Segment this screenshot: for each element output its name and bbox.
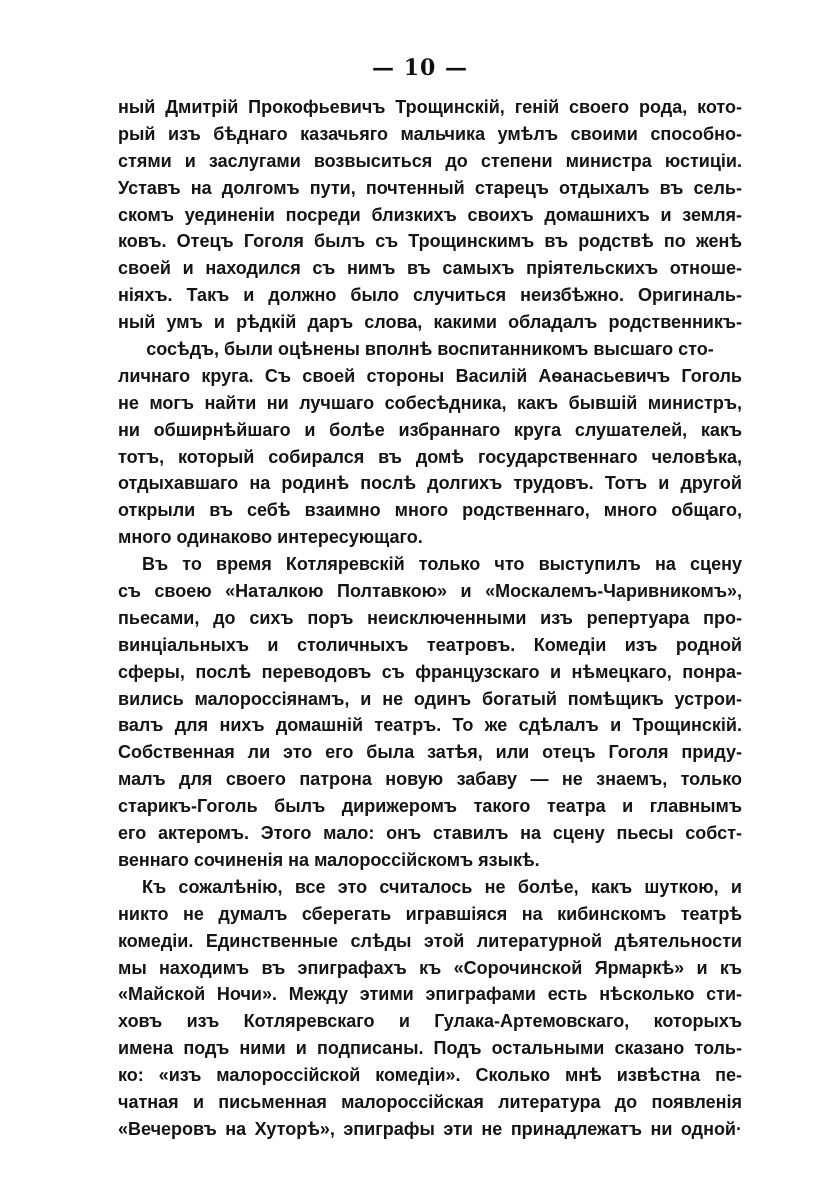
text-line: сосѣдъ, были оцѣнены вполнѣ воспитанникомъ высшаго сто- — [146, 339, 714, 360]
text-line: чатная и письменная малороссійская литература до появленія — [118, 1091, 742, 1112]
text-line: Уставъ на долгомъ пути, почтенный старецъ отдыхалъ въ сель- — [118, 177, 742, 198]
text-line: старикъ-Гоголь былъ дирижеромъ такого театра и главнымъ — [118, 796, 742, 817]
text-line: много одинаково интересующаго. — [118, 527, 423, 548]
text-line: мы находимъ въ эпиграфахъ къ «Сорочинской Ярмаркѣ» и къ — [118, 957, 742, 978]
text-line: рый изъ бѣднаго казачьяго мальчика умѣлъ своими способно- — [118, 123, 742, 144]
text-line: личнаго круга. Съ своей стороны Василій Аѳанасьевичъ Гоголь — [118, 365, 742, 386]
text-line: не могъ найти ни лучшаго собесѣдника, какъ бывшій министръ, — [118, 392, 742, 413]
text-line: ный Дмитрій Прокофьевичъ Трощинскій, геній своего рода, кото- — [118, 97, 742, 117]
text-line: ковъ. Отецъ Гоголя былъ съ Трощинскимъ въ родствѣ по женѣ — [118, 231, 742, 252]
page-number: — 10 — — [372, 55, 468, 81]
text-line: Въ то время Котляревскій только что выступилъ на сцену — [142, 554, 742, 575]
paragraph-3 — [118, 874, 742, 1143]
paragraph-2 — [118, 551, 742, 874]
text-line: никто не думалъ сберегать игравшіяся на кибинскомъ театрѣ — [118, 903, 742, 924]
text-line: его актеромъ. Этого мало: онъ ставилъ на сцену пьесы собст- — [118, 823, 742, 844]
text-line: ніяхъ. Такъ и должно было случиться неизбѣжно. Оригиналь- — [118, 285, 742, 306]
text-line: пьесами, до сихъ поръ неисключенными изъ репертуара про- — [118, 607, 742, 628]
text-line: вились малороссіянамъ, и не одинъ богатый помѣщикъ устрои- — [118, 688, 742, 709]
text-line: стями и заслугами возвыситься до степени министра юстиціи. — [118, 150, 742, 171]
text-line: тотъ, который собирался въ домѣ государственнаго человѣка, — [118, 446, 742, 467]
text-line: комедіи. Единственные слѣды этой литературной дѣятельности — [118, 930, 742, 951]
text-line: Къ сожалѣнію, все это считалось не болѣе, какъ шуткою, и — [142, 876, 742, 897]
text-line: валъ для нихъ домашній театръ. То же сдѣлалъ и Трощинскій. — [118, 715, 742, 736]
text-line: ный умъ и рѣдкій даръ слова, какими обладалъ родственникъ- — [118, 312, 742, 333]
text-line: малъ для своего патрона новую забаву — не знаемъ, только — [118, 769, 742, 790]
text-line: сферы, послѣ переводовъ съ французскаго и нѣмецкаго, понра- — [118, 661, 742, 682]
text-line: имена подъ ними и подписаны. Подъ остальными сказано толь- — [118, 1038, 742, 1059]
text-line: отдыхавшаго на родинѣ послѣ долгихъ трудовъ. Тотъ и другой — [118, 473, 742, 494]
text-line: своей и находился съ нимъ въ самыхъ пріятельскихъ отноше- — [118, 258, 742, 279]
text-line: ко: «изъ малороссійской комедіи». Сколько мнѣ извѣстна пе- — [118, 1065, 742, 1086]
text-line: «Майской Ночи». Между этими эпиграфами есть нѣсколько сти- — [118, 984, 742, 1005]
text-line: винціальныхъ и столичныхъ театровъ. Комедіи изъ родной — [118, 634, 742, 655]
text-line: ховъ изъ Котляревскаго и Гулака-Артемовскаго, которыхъ — [118, 1011, 742, 1032]
body-text — [118, 94, 742, 1143]
text-line: открыли въ себѣ взаимно много родственнаго, много общаго, — [118, 500, 742, 521]
text-line: Собственная ли это его была затѣя, или отецъ Гоголя приду- — [118, 742, 742, 763]
text-line: съ своею «Наталкою Полтавкою» и «Москалемъ-Чаривникомъ», — [118, 581, 742, 602]
text-line: веннаго сочиненія на малороссійскомъ языкѣ. — [118, 849, 540, 870]
paragraph-1 — [118, 94, 742, 551]
text-line: «Вечеровъ на Хуторѣ», эпиграфы эти не принадлежатъ ни одной· — [118, 1118, 742, 1139]
text-line: ни обширнѣйшаго и болѣе избраннаго круга слушателей, какъ — [118, 419, 742, 440]
text-line: скомъ уединеніи посреди близкихъ своихъ домашнихъ и земля- — [118, 204, 742, 225]
